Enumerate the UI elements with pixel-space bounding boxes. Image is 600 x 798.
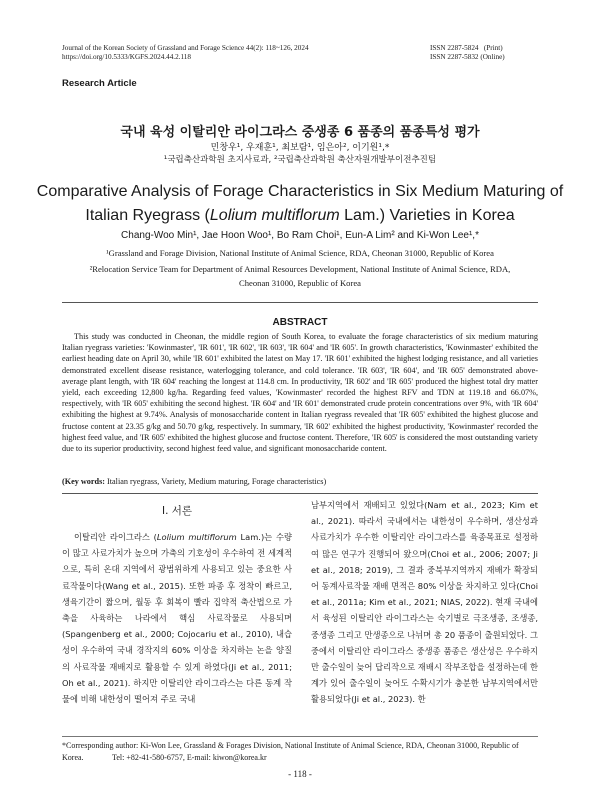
title-english	[0, 180, 600, 228]
footnote-contact: Tel: +82-41-580-6757, E-mail: kiwon@korea.kr	[112, 753, 267, 762]
affiliation-english-1: ¹Grassland and Forage Division, National Institute of Animal Science, RDA, Cheonan 31000, Republic of Korea	[106, 248, 494, 258]
title-korean: 국내 육성 이탈리안 라이그라스 중생종 6 품종의 품종특성 평가	[120, 125, 480, 140]
authors-korean: 민창우¹, 우재훈¹, 최보람¹, 임은아², 이기원¹,*	[210, 143, 390, 153]
abstract-top-rule	[62, 302, 538, 303]
intro-paragraph-left: 이탈리안 라이그라스 (Lolium multiflorum Lam.)는 수량이 많고 사료가치가 높으며 가축의 기호성이 우수하여 전 세계적으로, 특히 온대 지역에서 광범위하게 사용되고 있는 중요한 사료작물이다(Wang et al., 2015). 또한 파종 후 정착이 빠르고, 생육기간이 짧으며, 월동 후 회복이 빨라 집약적 축산법으로 가축을 사육하는 나라에서 핵심 사료작물로 사용되며(Spangenberg et al., 2000; Cojocariu et al., 2010), 내습성이 우수하여 국내 경작지의 60% 이상을 차지하는 논을 양질의 사료작물 재배지로 활용할 수 있게 하였다(Ji et al., 2011; Oh et al., 2021). 하지만 이탈리안 라이그라스는 다른 동계 작물에 비해 내한성이 떨어져 주로 국내	[62, 532, 293, 705]
authors-english: Chang-Woo Min¹, Jae Hoon Woo¹, Bo Ram Choi¹, Eun-A Lim² and Ki-Won Lee¹,*	[121, 230, 479, 241]
abstract-text: This study was conducted in Cheonan, the middle region of South Korea, to evaluate the forage characteristics of six medium maturing Italian ryegrass varieties: 'Kowinmaster', 'IR 601', 'IR 602', 'IR 603', 'IR 604' and 'IR 605'. In growth characteristics, 'Kowinmaster' exhibited the earliest heading date on April 30, while 'IR 601' exhibited the latest on May 17. 'IR 601' exhibited the highest lodging resistance, and all varieties demonstrated excellent disease resistance, waterlogging tolerance, and cold tolerance. 'IR 603', 'IR 604', and 'IR 605' demonstrated above-average plant length, with 'IR 604' reaching the longest at 114.8 cm. In productivity, 'IR 602' and 'IR 605' produced the highest total dry matter yield, each exceeding 12,800 kg/ha. Regarding feed values, 'Kowinmaster' recorded the highest RFV and TDN at 119.18 and 66.07%, respectively, with 'IR 605' exhibiting the second highest. 'IR 604' and 'IR 601' demonstrated crude protein concentrations over 9%, with 'IR 604' exhibiting the highest at 9.74%. Analysis of monosaccharide content in Italian ryegrass revealed that 'IR 605' exhibited the highest glucose and fructose content at 23.35 g/kg and 50.70 g/kg, respectively. In summary, 'IR 602' exhibited the highest productivity, 'Kowinmaster' recorded the highest feed value, and 'IR 605' exhibited the highest glucose and fructose content. Therefore, 'IR 605' is considered the most outstanding variety due to its superior productivity, second highest feed value, and significant monosaccharide content.	[62, 332, 538, 454]
abstract-heading: ABSTRACT	[272, 317, 328, 328]
left-column	[62, 529, 292, 707]
affiliation-english-2: ²Relocation Service Team for Department of Animal Resources Development, National Institute of Animal Science, RDA,	[89, 264, 511, 274]
article-type: Research Article	[62, 78, 137, 89]
issn-print: ISSN 2287-5824 (Print)	[430, 44, 503, 52]
abstract-body	[62, 331, 538, 454]
page-number: - 118 -	[288, 769, 312, 779]
affiliation-english-2-cont: Cheonan 31000, Republic of Korea	[239, 278, 361, 288]
right-column	[311, 497, 538, 708]
title-english-line2: Italian Ryegrass (Lolium multiflorum Lam.) Varieties in Korea	[85, 207, 515, 224]
intro-paragraph-right: 남부지역에서 재배되고 있었다(Nam et al., 2023; Kim et al., 2021). 따라서 국내에서는 내한성이 우수하며, 생산성과 사료가치가 우수한 이탈리안 라이그라스를 육종목표로 설정하여 많은 연구가 진행되어 왔으며(Choi et al., 2006; 2007; Ji et al., 2018; 2019), 그 결과 중북부지역까지 재배가 확장되어 동계사료작물 재배 면적은 80% 이상을 차지하고 있다(Choi et al., 2011a; Kim et al., 2021; NIAS, 2022). 현재 국내에서 육성된 이탈리안 라이그라스는 숙기별로 극조생종, 조생종, 중생종 그리고 만생종으로 나뉘며 총 20 품종이 출원되었다. 그중에서 이탈리안 라이그라스 중생종 품종은 생산성은 우수하지만 출수일이 늦어 답리작으로 재배시 작부조합을 설정하는데 한계가 있어 출수일이 늦어도 수확시기가 충분한 남부지역에서만 활용되었다(Ji et al., 2023). 한	[311, 500, 538, 705]
abstract-bottom-rule	[62, 493, 538, 494]
footnote-rule	[62, 736, 538, 737]
journal-citation: Journal of the Korean Society of Grassland and Forage Science 44(2): 118~126, 2024	[62, 44, 309, 52]
title-english-line1: Comparative Analysis of Forage Characteristics in Six Medium Maturing of	[36, 183, 564, 200]
issn-online: ISSN 2287-5832 (Online)	[430, 53, 505, 61]
doi-link[interactable]: https://doi.org/10.5333/KGFS.2024.44.2.118	[62, 53, 191, 61]
keywords: (Key words: Italian ryegrass, Variety, Medium maturing, Forage characteristics)	[62, 477, 327, 486]
section-heading-introduction: Ⅰ. 서론	[161, 505, 193, 517]
footnote-corresponding-author: *Corresponding author: Ki-Won Lee, Grassland & Forages Division, National Institute of Animal Science, RDA, Cheonan 31000, Republic of Korea.	[62, 741, 519, 762]
affiliations-korean: ¹국립축산과학원 초지사료과, ²국립축산과학원 축산자원개발부이전추진팀	[163, 155, 437, 165]
